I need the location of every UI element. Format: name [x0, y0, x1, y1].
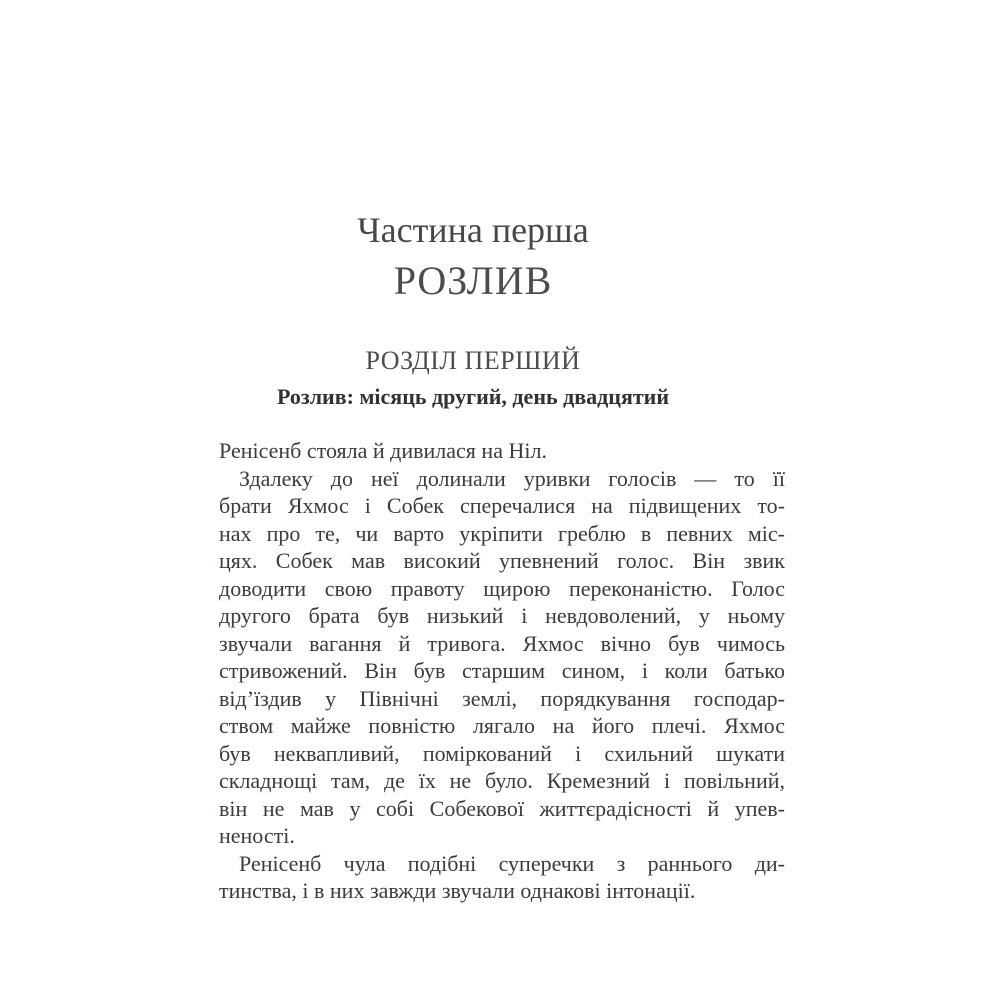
body-line: він не мав у собі Собекової життєрадісності й упев-: [219, 795, 785, 821]
body-line: звучали вагання й тривога. Яхмос вічно був чимось: [219, 630, 785, 656]
body-line: був неквапливий, поміркований і схильний шукати: [219, 740, 785, 766]
body-line: Ренісенб чула подібні суперечки з раннього ди-: [239, 850, 785, 876]
body-line: неності.: [219, 823, 295, 848]
body-line: брати Яхмос і Собек сперечалися на підвищених то-: [219, 493, 785, 518]
part-title: РОЗЛИВ: [393, 258, 553, 303]
paragraph: [219, 850, 785, 905]
body-line: нах про те, чи варто укріпити греблю в певних міс-: [219, 520, 785, 546]
chapter-heading: РОЗДІЛ ПЕРШИЙ: [365, 346, 581, 375]
body-line: доводити свою правоту щирою переконаністю. Голос: [219, 575, 785, 601]
body-line: від’їздив у Північні землі, порядкування господар-: [219, 685, 785, 711]
body-line: Ренісенб стояла й дивилася на Ніл.: [219, 438, 547, 463]
part-kicker: Частина перша: [357, 210, 589, 250]
body-line: стривожений. Він був старшим сином, і коли батько: [219, 658, 785, 683]
body-line: Здалеку до неї долинали уривки голосів — то її: [239, 465, 785, 491]
body-line: цях. Собек мав високий упевнений голос. Він звик: [219, 548, 785, 573]
body-line: другого брата був низький і невдоволений, у ньому: [219, 603, 785, 628]
body-line: тинства, і в них завжди звучали однакові інтонації.: [219, 878, 696, 903]
paragraph: [219, 437, 785, 465]
body-line: ством майже повністю лягало на його плечі. Яхмос: [219, 713, 785, 738]
body-line: складнощі там, де їх не було. Кремезний і повільний,: [219, 768, 785, 793]
page-content: [219, 0, 785, 1000]
paragraph: [219, 465, 785, 850]
body-text: [219, 437, 785, 905]
chapter-subtitle: Розлив: місяць другий, день двадцятий: [276, 384, 670, 409]
